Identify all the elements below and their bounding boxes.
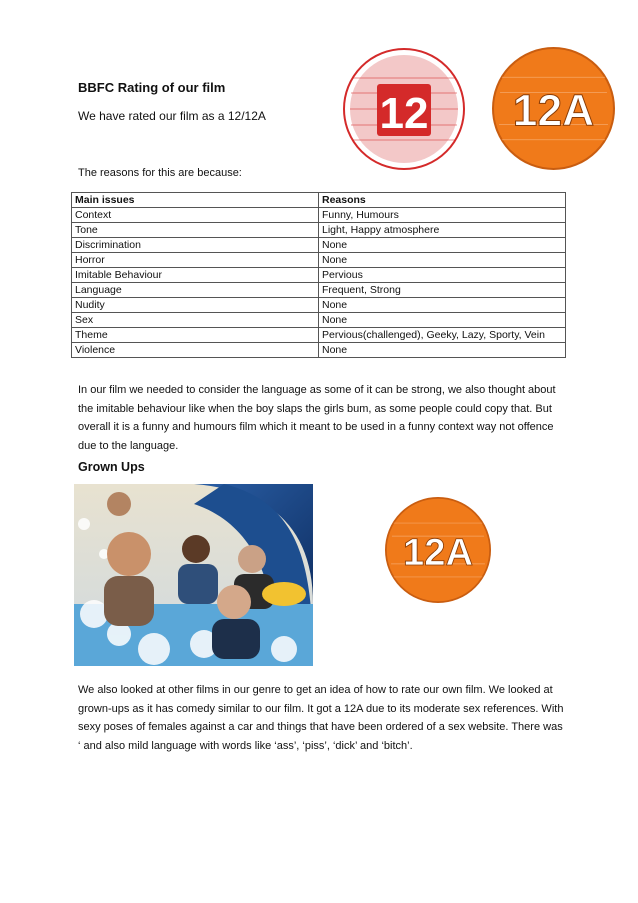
language-paragraph: In our film we needed to consider the language as some of it can be strong, we also thought about the imitable behaviour like when the boy slaps the girls bum, as some people could copy that. But overall it is a funny and humours film which it meant to be used in a funny context way not offence due to the language. bbox=[78, 384, 556, 452]
bbfc-12a-badge-icon bbox=[492, 47, 615, 170]
reason-cell: Funny, Humours bbox=[319, 208, 566, 223]
issue-cell: Violence bbox=[72, 343, 319, 358]
issue-cell: Context bbox=[72, 208, 319, 223]
reason-cell: None bbox=[319, 313, 566, 328]
rating-intro: We have rated our film as a 12/12A bbox=[78, 109, 266, 123]
reasons-intro: The reasons for this are because: bbox=[78, 167, 242, 179]
issue-cell: Horror bbox=[72, 253, 319, 268]
issue-cell: Nudity bbox=[72, 298, 319, 313]
table-row bbox=[72, 313, 566, 328]
issue-cell: Language bbox=[72, 283, 319, 298]
bbfc-12-badge-icon bbox=[343, 48, 465, 170]
page-title: BBFC Rating of our film bbox=[78, 80, 226, 95]
column-header-reasons: Reasons bbox=[319, 193, 566, 208]
table-row bbox=[72, 328, 566, 343]
issue-cell: Discrimination bbox=[72, 238, 319, 253]
reason-cell: None bbox=[319, 298, 566, 313]
issue-cell: Tone bbox=[72, 223, 319, 238]
table-row bbox=[72, 208, 566, 223]
table-row bbox=[72, 238, 566, 253]
reason-cell: Light, Happy atmosphere bbox=[319, 223, 566, 238]
reason-cell: None bbox=[319, 253, 566, 268]
badge-12a-label: 12A bbox=[402, 530, 474, 574]
issue-cell: Imitable Behaviour bbox=[72, 268, 319, 283]
table-row bbox=[72, 298, 566, 313]
table-row bbox=[72, 283, 566, 298]
grown-ups-heading: Grown Ups bbox=[78, 460, 145, 474]
issues-table bbox=[71, 192, 566, 358]
issue-cell: Sex bbox=[72, 313, 319, 328]
table-header-row bbox=[72, 193, 566, 208]
table-row bbox=[72, 343, 566, 358]
movie-poster-image bbox=[74, 484, 313, 666]
badge-12a-label: 12A bbox=[512, 86, 595, 136]
grown-ups-paragraph: We also looked at other films in our genre to get an idea of how to rate our own film. We looked at grown-ups as it has comedy similar to our film. It got a 12A due to its moderate sex references. With sexy poses of females against a car and things that have been ordered of a sex website. There was ‘ and also mild language with words like ‘ass’, ‘piss’, ‘dick’ and ‘bitch’. bbox=[78, 684, 564, 752]
table-row bbox=[72, 253, 566, 268]
bbfc-12a-badge-icon bbox=[385, 497, 491, 603]
reason-cell: None bbox=[319, 238, 566, 253]
reason-cell: Frequent, Strong bbox=[319, 283, 566, 298]
badge-12-label: 12 bbox=[379, 89, 429, 138]
table-row bbox=[72, 223, 566, 238]
reason-cell: None bbox=[319, 343, 566, 358]
issue-cell: Theme bbox=[72, 328, 319, 343]
table-row bbox=[72, 268, 566, 283]
reason-cell: Pervious(challenged), Geeky, Lazy, Sporty, Vein bbox=[319, 328, 566, 343]
column-header-main-issues: Main issues bbox=[72, 193, 319, 208]
reason-cell: Pervious bbox=[319, 268, 566, 283]
